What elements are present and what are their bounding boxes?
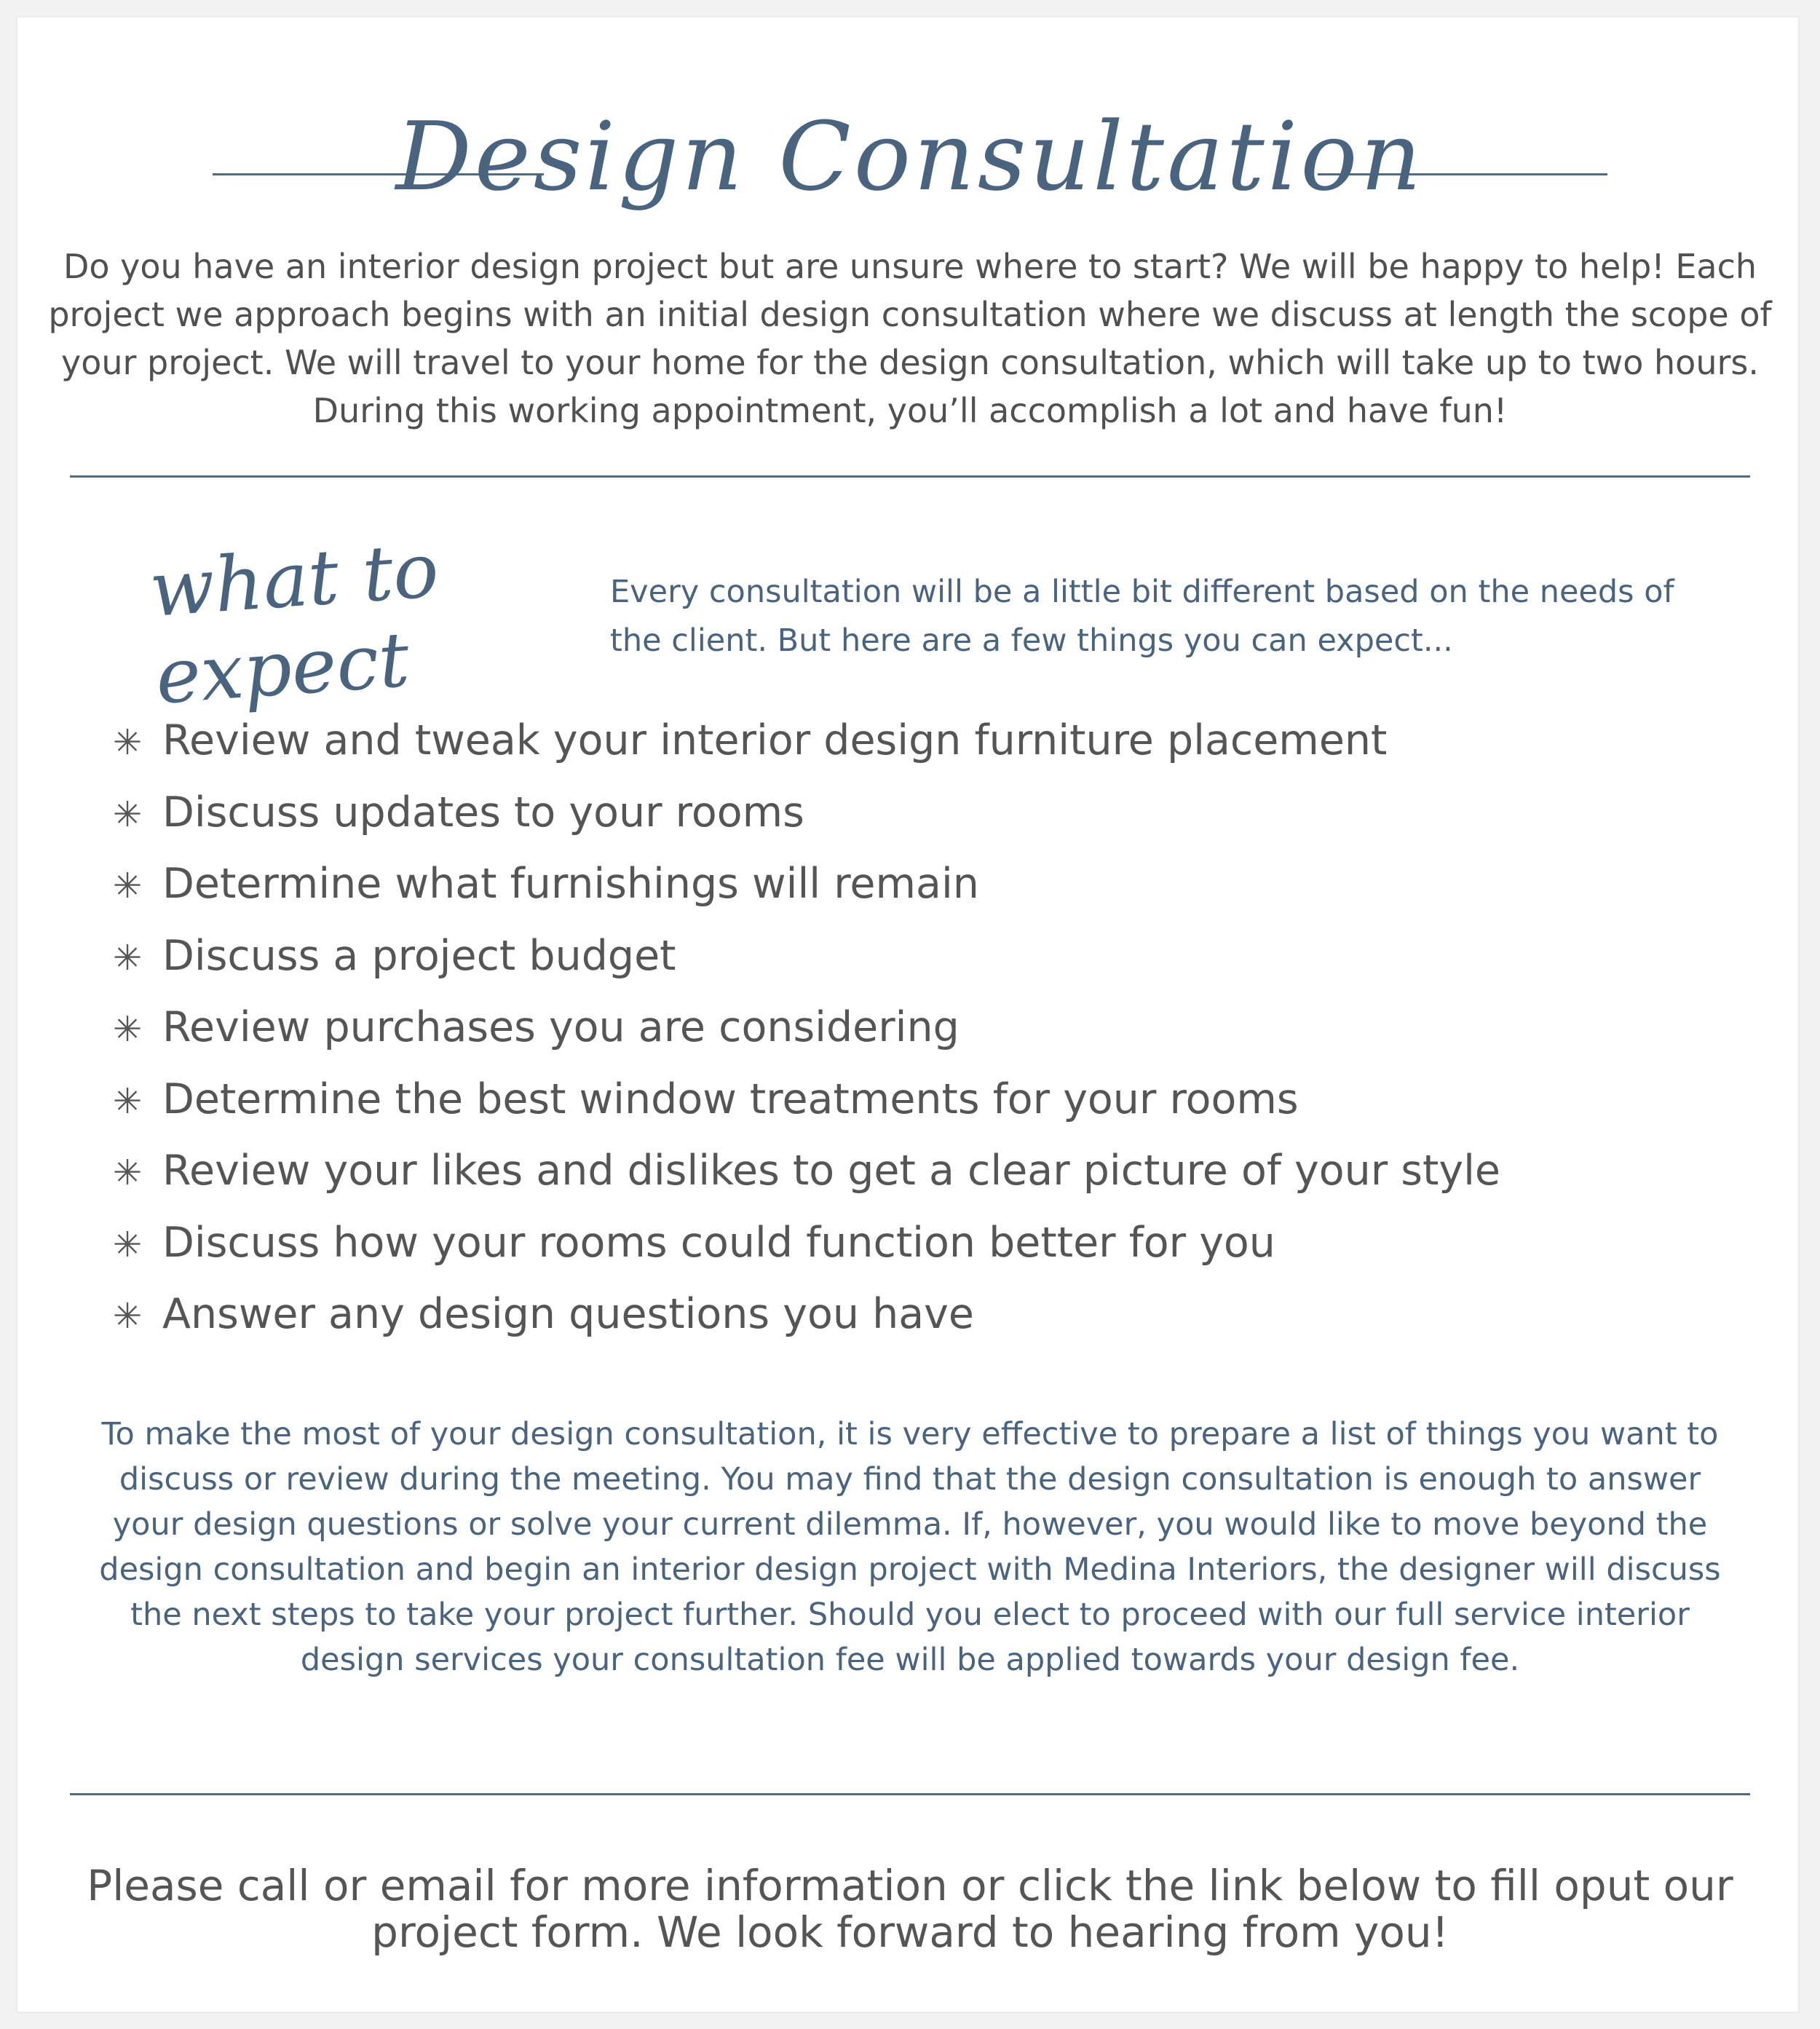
list-item	[113, 777, 1714, 849]
asterisk-bullet-icon: ✳	[113, 866, 143, 906]
list-item-text: Answer any design questions you have	[162, 1290, 974, 1338]
list-item	[113, 705, 1714, 777]
list-item	[113, 1207, 1714, 1279]
list-item-text: Determine what furnishings will remain	[162, 860, 979, 908]
list-item	[113, 1064, 1714, 1136]
intro-paragraph: Do you have an interior design project but are unsure where to start? We will be happy to help! Each project we approach begins with an initial design consultation where we discuss at length the scope of your project. We will travel to your home for the design consultation, which will take up to two hours. During this working appointment, you’ll accomplish a lot and have fun!	[48, 247, 1772, 430]
asterisk-bullet-icon: ✳	[113, 794, 143, 835]
list-item-text: Review your likes and dislikes to get a clear picture of your style	[162, 1147, 1500, 1195]
list-item-text: Discuss how your rooms could function better for you	[162, 1218, 1275, 1267]
list-item	[113, 1278, 1714, 1350]
asterisk-bullet-icon: ✳	[113, 937, 143, 978]
section-divider-bottom	[70, 1793, 1750, 1795]
what-to-expect-heading: what to expect	[146, 525, 442, 721]
preparation-note: To make the most of your design consultation, it is very effective to prepare a list of things you want to discuss or review during the meeting. You may find that the design consultation is enough to answer your design questions or solve your current dilemma. If, however, you would like to move beyond the design consultation and begin an interior design project with Medina Interiors, the designer will discuss the next steps to take your project further. Should you elect to proceed with our full service interior design services your consultation fee will be applied towards your design fee.	[99, 1416, 1721, 1678]
expectations-list	[113, 705, 1714, 1350]
list-item	[113, 920, 1714, 992]
list-item	[113, 992, 1714, 1064]
asterisk-bullet-icon: ✳	[113, 1152, 143, 1193]
contact-call-to-action: Please call or email for more information or click the link below to fill oput our project form. We look forward to hearing from you!	[87, 1861, 1733, 1957]
what-to-expect-description: Every consultation will be a little bit different based on the needs of the client. But here are a few things you can expect...	[610, 574, 1674, 659]
list-item	[113, 848, 1714, 920]
list-item	[113, 1135, 1714, 1207]
list-item-text: Review and tweak your interior design furniture placement	[162, 716, 1388, 764]
asterisk-bullet-icon: ✳	[113, 1080, 143, 1122]
list-item-text: Determine the best window treatments for your rooms	[162, 1075, 1299, 1123]
asterisk-bullet-icon: ✳	[113, 1224, 143, 1265]
list-item-text: Review purchases you are considering	[162, 1003, 960, 1051]
asterisk-bullet-icon: ✳	[113, 1296, 143, 1337]
section-divider-top	[70, 475, 1750, 478]
asterisk-bullet-icon: ✳	[113, 722, 143, 763]
asterisk-bullet-icon: ✳	[113, 1009, 143, 1050]
list-item-text: Discuss updates to your rooms	[162, 788, 804, 836]
list-item-text: Discuss a project budget	[162, 931, 676, 980]
page-title: Design Consultation	[395, 101, 1425, 212]
